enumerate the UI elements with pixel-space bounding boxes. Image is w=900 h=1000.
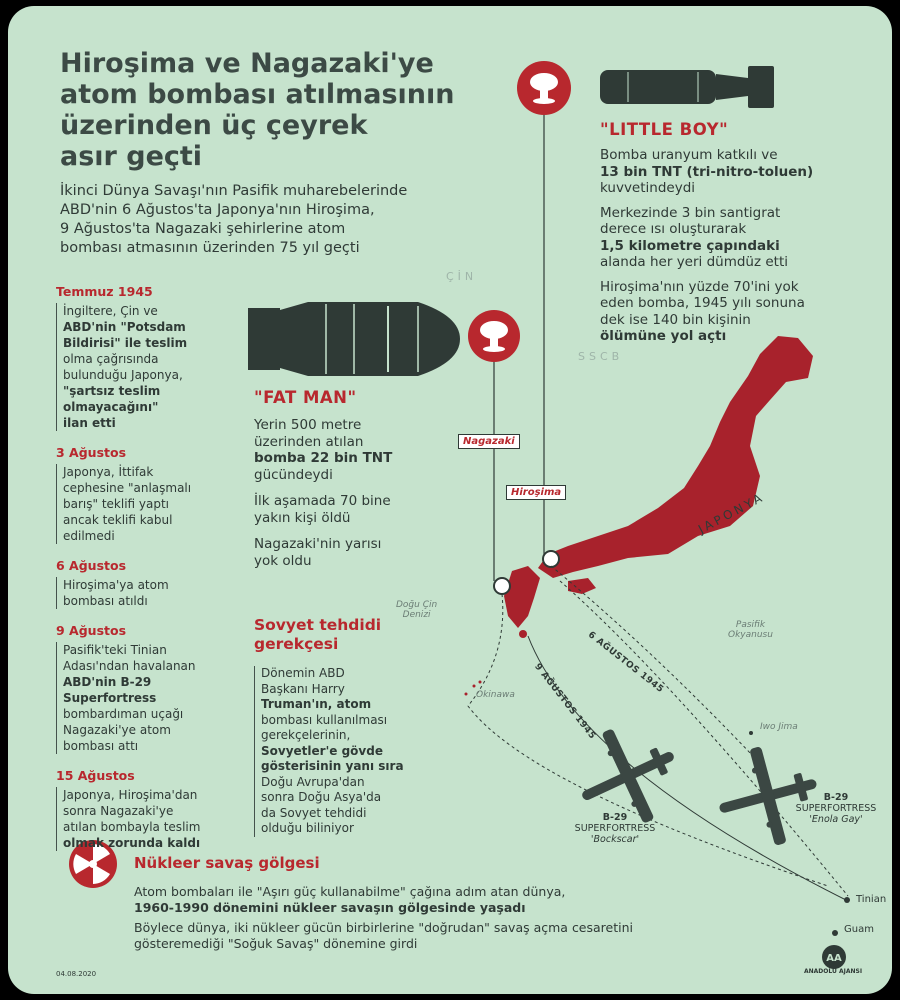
footer-paragraph-1: Atom bombaları ile "Aşırı güç kullanabilme" çağına adım atan dünya, 1960-1990 dönemini nükleer savaşın gölgesinde yaşadı — [134, 884, 566, 915]
guam-label: Guam — [844, 924, 874, 935]
little-boy-bomb-icon — [600, 66, 774, 108]
enola-gay-label: B-29 SUPERFORTRESS 'Enola Gay' — [795, 792, 877, 825]
ussr-faint-label: SSCB — [578, 350, 624, 363]
pacific-ocean-label: Pasifik Okyanusu — [728, 620, 773, 640]
route-label-nagazaki: 9 AĞUSTOS 1945 — [532, 662, 598, 742]
okinawa-label: Okinawa — [476, 690, 515, 700]
timeline-entry: 15 Ağustos Japonya, Hiroşima'dan sonra Nagazaki'ye atılan bombayla teslim olmak zorunda kaldı — [56, 768, 236, 851]
fat-man-section: "FAT MAN" Yerin 500 metre üzerinden atılan bomba 22 bin TNT gücündeydi İlk aşamada 70 bine yakın kişi öldü Nagazaki'nin yarısı yok oldu — [254, 388, 454, 569]
hirosima-marker — [543, 551, 559, 567]
east-china-sea-label: Doğu Çin Denizi — [396, 600, 438, 620]
route-label-hirosima: 6 AĞUSTOS 1945 — [585, 630, 666, 696]
infographic-card — [8, 6, 892, 994]
little-boy-section: "LITTLE BOY" Bomba uranyum katkılı ve 13 bin TNT (tri-nitro-toluen) kuvvetindeydi Merkezinde 3 bin santigrat derece ısı oluşturarak 1,5 kilometre çapındaki alanda her yeri dümdüz etti Hiroşima'nın yüzde 70'ini yok eden bomba, 1945 yılı sonuna dek ise 140 bin kişinin ölümüne yol açtı — [600, 120, 870, 345]
brand-name: ANADOLU AJANSI — [804, 968, 863, 975]
nagazaki-marker — [494, 578, 510, 594]
mushroom-cloud-icon-little-boy — [517, 61, 571, 115]
china-faint-label: ÇİN — [446, 270, 478, 283]
page-title: Hiroşima ve Nagazaki'ye atom bombası atılmasının üzerinden üç çeyrek asır geçti — [60, 48, 455, 172]
svg-text:AA: AA — [826, 953, 842, 964]
anadolu-ajansi-logo — [822, 945, 846, 969]
footer-paragraph-2: Böylece dünya, iki nükleer gücün birbirlerine "doğrudan" savaş açma cesaretini gösteremediği "Soğuk Savaş" dönemine girdi — [134, 920, 633, 951]
timeline — [56, 284, 236, 851]
tinian-dot — [844, 897, 850, 903]
nagazaki-label: Nagazaki — [458, 434, 520, 449]
fat-man-name: "FAT MAN" — [254, 388, 357, 407]
iwo-jima-label: Iwo Jima — [760, 722, 798, 732]
footer-heading: Nükleer savaş gölgesi — [134, 854, 320, 872]
publish-date: 04.08.2020 — [56, 970, 97, 978]
timeline-entry: 6 Ağustos Hiroşima'ya atom bombası atıldı — [56, 558, 236, 609]
japan-label: JAPONYA — [696, 489, 767, 537]
hirosima-label: Hiroşima — [506, 485, 566, 500]
guam-dot — [832, 930, 838, 936]
route-nagazaki — [528, 636, 848, 901]
little-boy-name: "LITTLE BOY" — [600, 120, 729, 139]
timeline-entry: Temmuz 1945 İngiltere, Çin ve ABD'nin "Potsdam Bildirisi" ile teslim olma çağrısında bulunduğu Japonya, "şartsız teslim olmayacağını" ilan etti — [56, 284, 236, 431]
soviet-section: Sovyet tehdidi gerekçesi Dönemin ABD Başkanı Harry Truman'ın, atom bombası kullanılması gerekçelerinin, Sovyetler'e gövde gösterisinin yanı sıra Doğu Avrupa'dan sonra Doğu Asya'da da Sovyet tehdidi olduğu biliniyor — [254, 616, 444, 837]
bockscar-label: B-29 SUPERFORTRESS 'Bockscar' — [574, 812, 656, 845]
timeline-entry: 9 Ağustos Pasifik'teki Tinian Adası'ndan havalanan ABD'nin B-29 Superfortress bombardıman uçağı Nagazaki'ye atom bombası attı — [56, 623, 236, 754]
intro-text: İkinci Dünya Savaşı'nın Pasifik muharebelerinde ABD'nin 6 Ağustos'ta Japonya'nın Hiroşima, 9 Ağustos'ta Nagazaki şehirlerine atom bombası atmasının üzerinden 75 yıl geçti — [60, 183, 408, 256]
iwo-jima-dot — [749, 731, 753, 735]
tinian-label: Tinian — [856, 894, 887, 905]
timeline-entry: 3 Ağustos Japonya, İttifak cephesine "anlaşmalı barış" teklifi yaptı ancak teklifi kabul edilmedi — [56, 445, 236, 544]
japan-map — [465, 336, 814, 696]
route-hirosima-return — [560, 581, 848, 896]
mushroom-cloud-icon-fat-man — [468, 310, 520, 362]
fat-man-bomb-icon — [248, 302, 460, 376]
